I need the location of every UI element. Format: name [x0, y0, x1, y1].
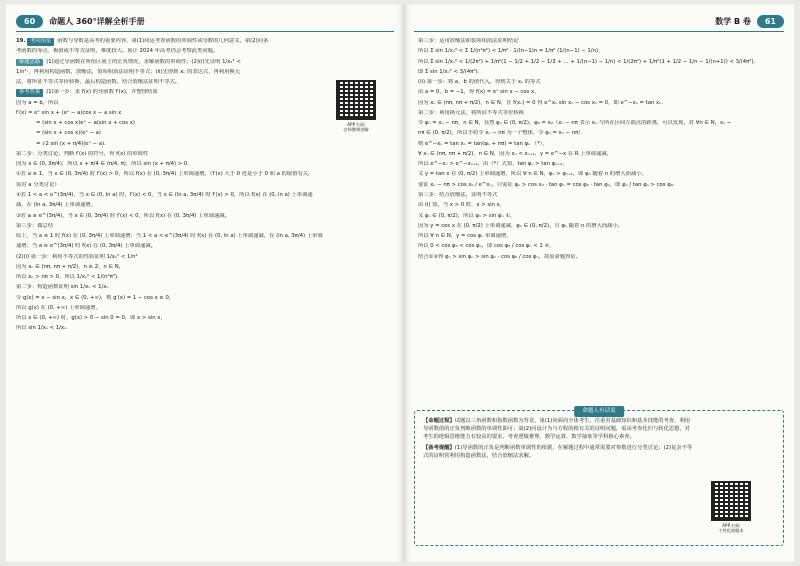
text-line: 即 Σ sin 1/xₙ² < 3/(4π²).	[418, 68, 480, 75]
text-line: 由 a = 0，b = −1，得 f(x) = eˣ sin x − cos x，	[418, 89, 540, 96]
commentary-paragraph: 【备考提醒】(1)导函数的正负是判断函数单调性的依据，在解题过程中通常需要对参数进行分类讨论；(2)复杂不等式的证明常利用构造函数法，结合放缩法求解。	[423, 444, 693, 459]
text-line: ②若 1 < a < e^(3π/4)，当 x ∈ (0, ln a) 时，f′(x) < 0，当 x ∈ (ln a, 3π/4) 时 f′(x) > 0，所以 f(x) 在 (0, ln a) 上单调递	[16, 191, 313, 198]
text-line: 令 φₙ = xₙ − nπ，n ∈ N，显然 φₙ ∈ (0, π/2)，φ₀ = x₀（xₙ − nπ 表示 xₙ 与所在区间左端点的距离，可以发现，对 ∀n ∈ N，xₙ −	[418, 120, 732, 127]
text-line: ∀ xₙ ∈ (nπ, nπ + π/2)，n ∈ N，因为 xₙ < xₙ₊₁，y = e^−x 在 R 上单调递减，	[418, 150, 612, 157]
text-line: ①若 a ≤ 1，当 x ∈ (0, 3π/4) 时 f′(x) > 0，所以 f(x) 在 (0, 3π/4) 上单调递增。（f′(x) 大于 0 还是小于 0 和 a 的取值有关，	[16, 171, 314, 178]
text-line: 第二步：利用换元法，将所证不等式等价转换	[418, 109, 524, 116]
left-header-rule	[16, 31, 394, 32]
tag-canjiao: 参考答案	[16, 89, 43, 97]
text-line: 由 (i) 知，当 x > 0 时，x > sin x，	[418, 202, 506, 209]
right-page	[404, 4, 794, 562]
text-line: 因为 x ∈ (0, 3π/4)，所以 x + π/4 ∈ (π/4, π)，所以 sin (x + π/4) > 0.	[16, 161, 189, 168]
text-line: 所以 e^−xₙ > e^−xₙ₊₁，由（*）式知，tan φₙ > tan φₙ₊₁，	[418, 161, 568, 168]
right-header	[709, 12, 784, 30]
text-line: 又 φₙ ∈ (0, π/2)，所以 φₙ > sin φₙ ①，	[418, 212, 516, 219]
tag-jieti: 解题思路	[16, 59, 43, 67]
text-line: = √2 sin (x + π/4)(eˣ − a).	[36, 140, 106, 147]
text-line: 因为 y = cos x 在 (0, π/2) 上单调递减，φₙ ∈ (0, π/2)，且 φₙ 随着 n 的增大而减小，	[418, 222, 624, 229]
text-line: 要证 xₙ − nπ > cos x₀ / e^xₙ，只需证 φₙ > cos x₀ · tan φₙ = cos φ₀ · tan φₙ，即 φₙ / tan φₙ > cos φ₀.	[418, 181, 675, 188]
question-number: 19.	[16, 38, 26, 44]
text-line: 法，将所证不等式等价转换，最后构造函数，结合放缩法证明不等式。	[16, 79, 181, 86]
right-qr-caption: APP 扫码 个性化错题本	[718, 523, 744, 534]
text-line: 减，在 (ln a, 3π/4) 上单调递增。	[16, 202, 97, 209]
text-line: 因为 xₙ ∈ (nπ, nπ + π/2)，n ∈ N，且 f(xₙ) = 0 得 e^xₙ sin xₙ − cos xₙ = 0，即 e^−xₙ = tan xₙ.	[418, 99, 663, 106]
text-line: 1/n²·，再利用构造函数，放缩法，裂项相消法证明不等式；(ii)先得到 xₙ 的表达式，再利用换元	[16, 68, 240, 75]
text-line: = (sin x + cos x)(eˣ − a)	[36, 130, 101, 137]
text-line: 因为 a = b，所以	[16, 99, 59, 106]
right-qr-code[interactable]	[711, 481, 751, 521]
tag-kaoti: 考向预览	[27, 38, 54, 46]
text-line: 因为 xₙ ∈ (nπ, nπ + π/2)，n ≥ 2，n ∈ N，	[16, 263, 124, 270]
text-line: (ii) 第一步：将 a，b 的值代入，得到关于 xₙ 的等式	[418, 79, 541, 86]
text-line: 结合①②得 φₙ > sin φₙ > sin φₙ · cos φ₀ / cos φₙ，故原命题得证。	[418, 253, 582, 260]
text-line: 所以 xₙ > nπ > 0，所以 1/xₙ² < 1/(n²π²).	[16, 274, 119, 281]
commentary-paragraph: 【命题过程】试题以三角函数和指数函数为背景，第(1)问面向全体考生，注重对基础知识和基本技能的考查，利用导函数值的正负判断函数的单调性即可；第(2)问设计为与方程的根有关的证明问题，需由考查化归与转化思想，对考生的逻辑思维能力有较高的要求，考查逻辑推理、数学运算、数学抽象等学科核心素养。	[423, 418, 691, 441]
text-line: ③若 a ≥ e^(3π/4)，当 x ∈ (0, 3π/4) 时 f′(x) < 0，所以 f(x) 在 (0, 3π/4) 上单调递减。	[16, 212, 230, 219]
book-spread	[6, 4, 794, 562]
text-line: 第三步：做总结	[16, 222, 54, 229]
text-line: 第三步：运用放缩法和裂项相消法证明结论	[418, 38, 519, 44]
right-body-text	[418, 38, 780, 264]
text-line: 综上，当 a ≤ 1 时 f(x) 在 (0, 3π/4) 上单调递增；当 1 < a < e^(3π/4) 时 f(x) 在 (0, ln a) 上单调递减，在 (ln a, 3π/4) 上单调	[16, 233, 323, 240]
text-line: f′(x) = eˣ sin x + (eˣ − a)cos x − a sin x	[16, 109, 122, 116]
text-line: 所以 0 < cos φ₀ < cos φₙ，即 cos φ₀ / cos φₙ < 1 ②，	[418, 243, 555, 250]
right-page-number: 61	[757, 15, 784, 28]
commentary-box	[414, 410, 784, 546]
text-line: 所以 Σ sin 1/xₙ² < Σ 1/(n²π²) < 1/π² · 1/(n−1)n = 1/π² (1/(n−1) − 1/n)，	[418, 48, 604, 55]
left-header	[16, 12, 151, 30]
text-line: 第二步：构造函数证明 sin 1/xₙ < 1/xₙ	[16, 284, 109, 291]
text-line: 令 g(x) = x − sin x，x ∈ (0, +∞)，则 g′(x) = 1 − cos x ≥ 0，	[16, 294, 175, 301]
text-line: (2)(i) 第一步：利用不等式的性质证明 1/x₁² < 1/n²	[16, 253, 138, 260]
text-line: 则 e^−xₙ = tan xₙ = tan(φₙ + nπ) = tan φₙ （*），	[418, 140, 548, 147]
left-qr-caption: APP 扫码 名师微课讲解	[343, 122, 369, 133]
left-running-title: 命题人 360°详解全析手册	[49, 16, 145, 26]
commentary-title: 命题人有话说	[574, 406, 624, 417]
text-line: 所以 sin 1/xₙ < 1/xₙ.	[16, 325, 68, 332]
text-line: 所以 ∀ n ∈ N，y = cos φₙ 单调递增，	[418, 233, 512, 240]
text-line: 所以 Σ sin 1/xₙ² < 1/(2π²) + 1/π²(1 − 1/2 + 1/2 − 1/3 + … + 1/(n−1) − 1/n) < 1/(2π²) + 1/π²(1 + 1/2 − 1/n − 1/(n+1)) < 3/(4π²).	[418, 58, 756, 65]
left-page	[6, 4, 404, 562]
text-line: 考函数的零点、极值或不等式证明，难度较大。预计 2024 年高考仍会考察此类问题。	[16, 48, 219, 55]
text-line: = (sin x + cos x)eˣ − a(sin x + cos x)	[36, 120, 135, 127]
text-line: 第三步：结合放缩法，证明不等式	[418, 191, 498, 198]
text-line: 参考答案 (1)第一步：求 f(x) 的导函数 f′(x)，并整理结果	[16, 89, 386, 97]
left-page-number: 60	[16, 15, 43, 28]
text-line: 需对 a 分类讨论）	[16, 181, 60, 188]
text-line: 解题思路 (1)通过导函数在所给区间上的正负情况，求解函数的单调性；(2)(i)先证明 1/x₁² <	[16, 59, 386, 67]
right-running-title: 数学 B 卷	[715, 16, 751, 26]
left-body-text	[16, 38, 386, 336]
text-line: 递增；当 a ≥ e^(3π/4) 时 f(x) 在 (0, 3π/4) 上单调递减。	[16, 243, 156, 250]
left-qr-code[interactable]	[336, 80, 376, 120]
right-header-rule	[414, 31, 784, 32]
text-line: 19. 考向预览 函数与导数是高考的重要内容，第(1)问运考查函数的单调性或导数的几何意义，第(2)问多	[16, 38, 269, 44]
text-line: 所以 x ∈ (0, +∞) 时，g(x) > 0 − sin 0 = 0，即 x > sin x，	[16, 315, 166, 322]
text-line: 所以 g(x) 在 (0, +∞) 上单调递增，	[16, 304, 101, 311]
text-line: 又 y = tan x 在 (0, π/2) 上单调递增，所以 ∀ n ∈ N，φₙ > φₙ₊₁，即 φₙ 随着 n 的增大而减小。	[418, 171, 647, 178]
text-line: nπ ∈ (0, π/2)，所以不妨令 xₙ − nπ 为一个整体，令 φₙ = xₙ − nπ）	[418, 130, 584, 137]
text-line: 第二步：分类讨论，判断 f′(x) 的符号，得 f(x) 的单调性	[16, 150, 149, 157]
